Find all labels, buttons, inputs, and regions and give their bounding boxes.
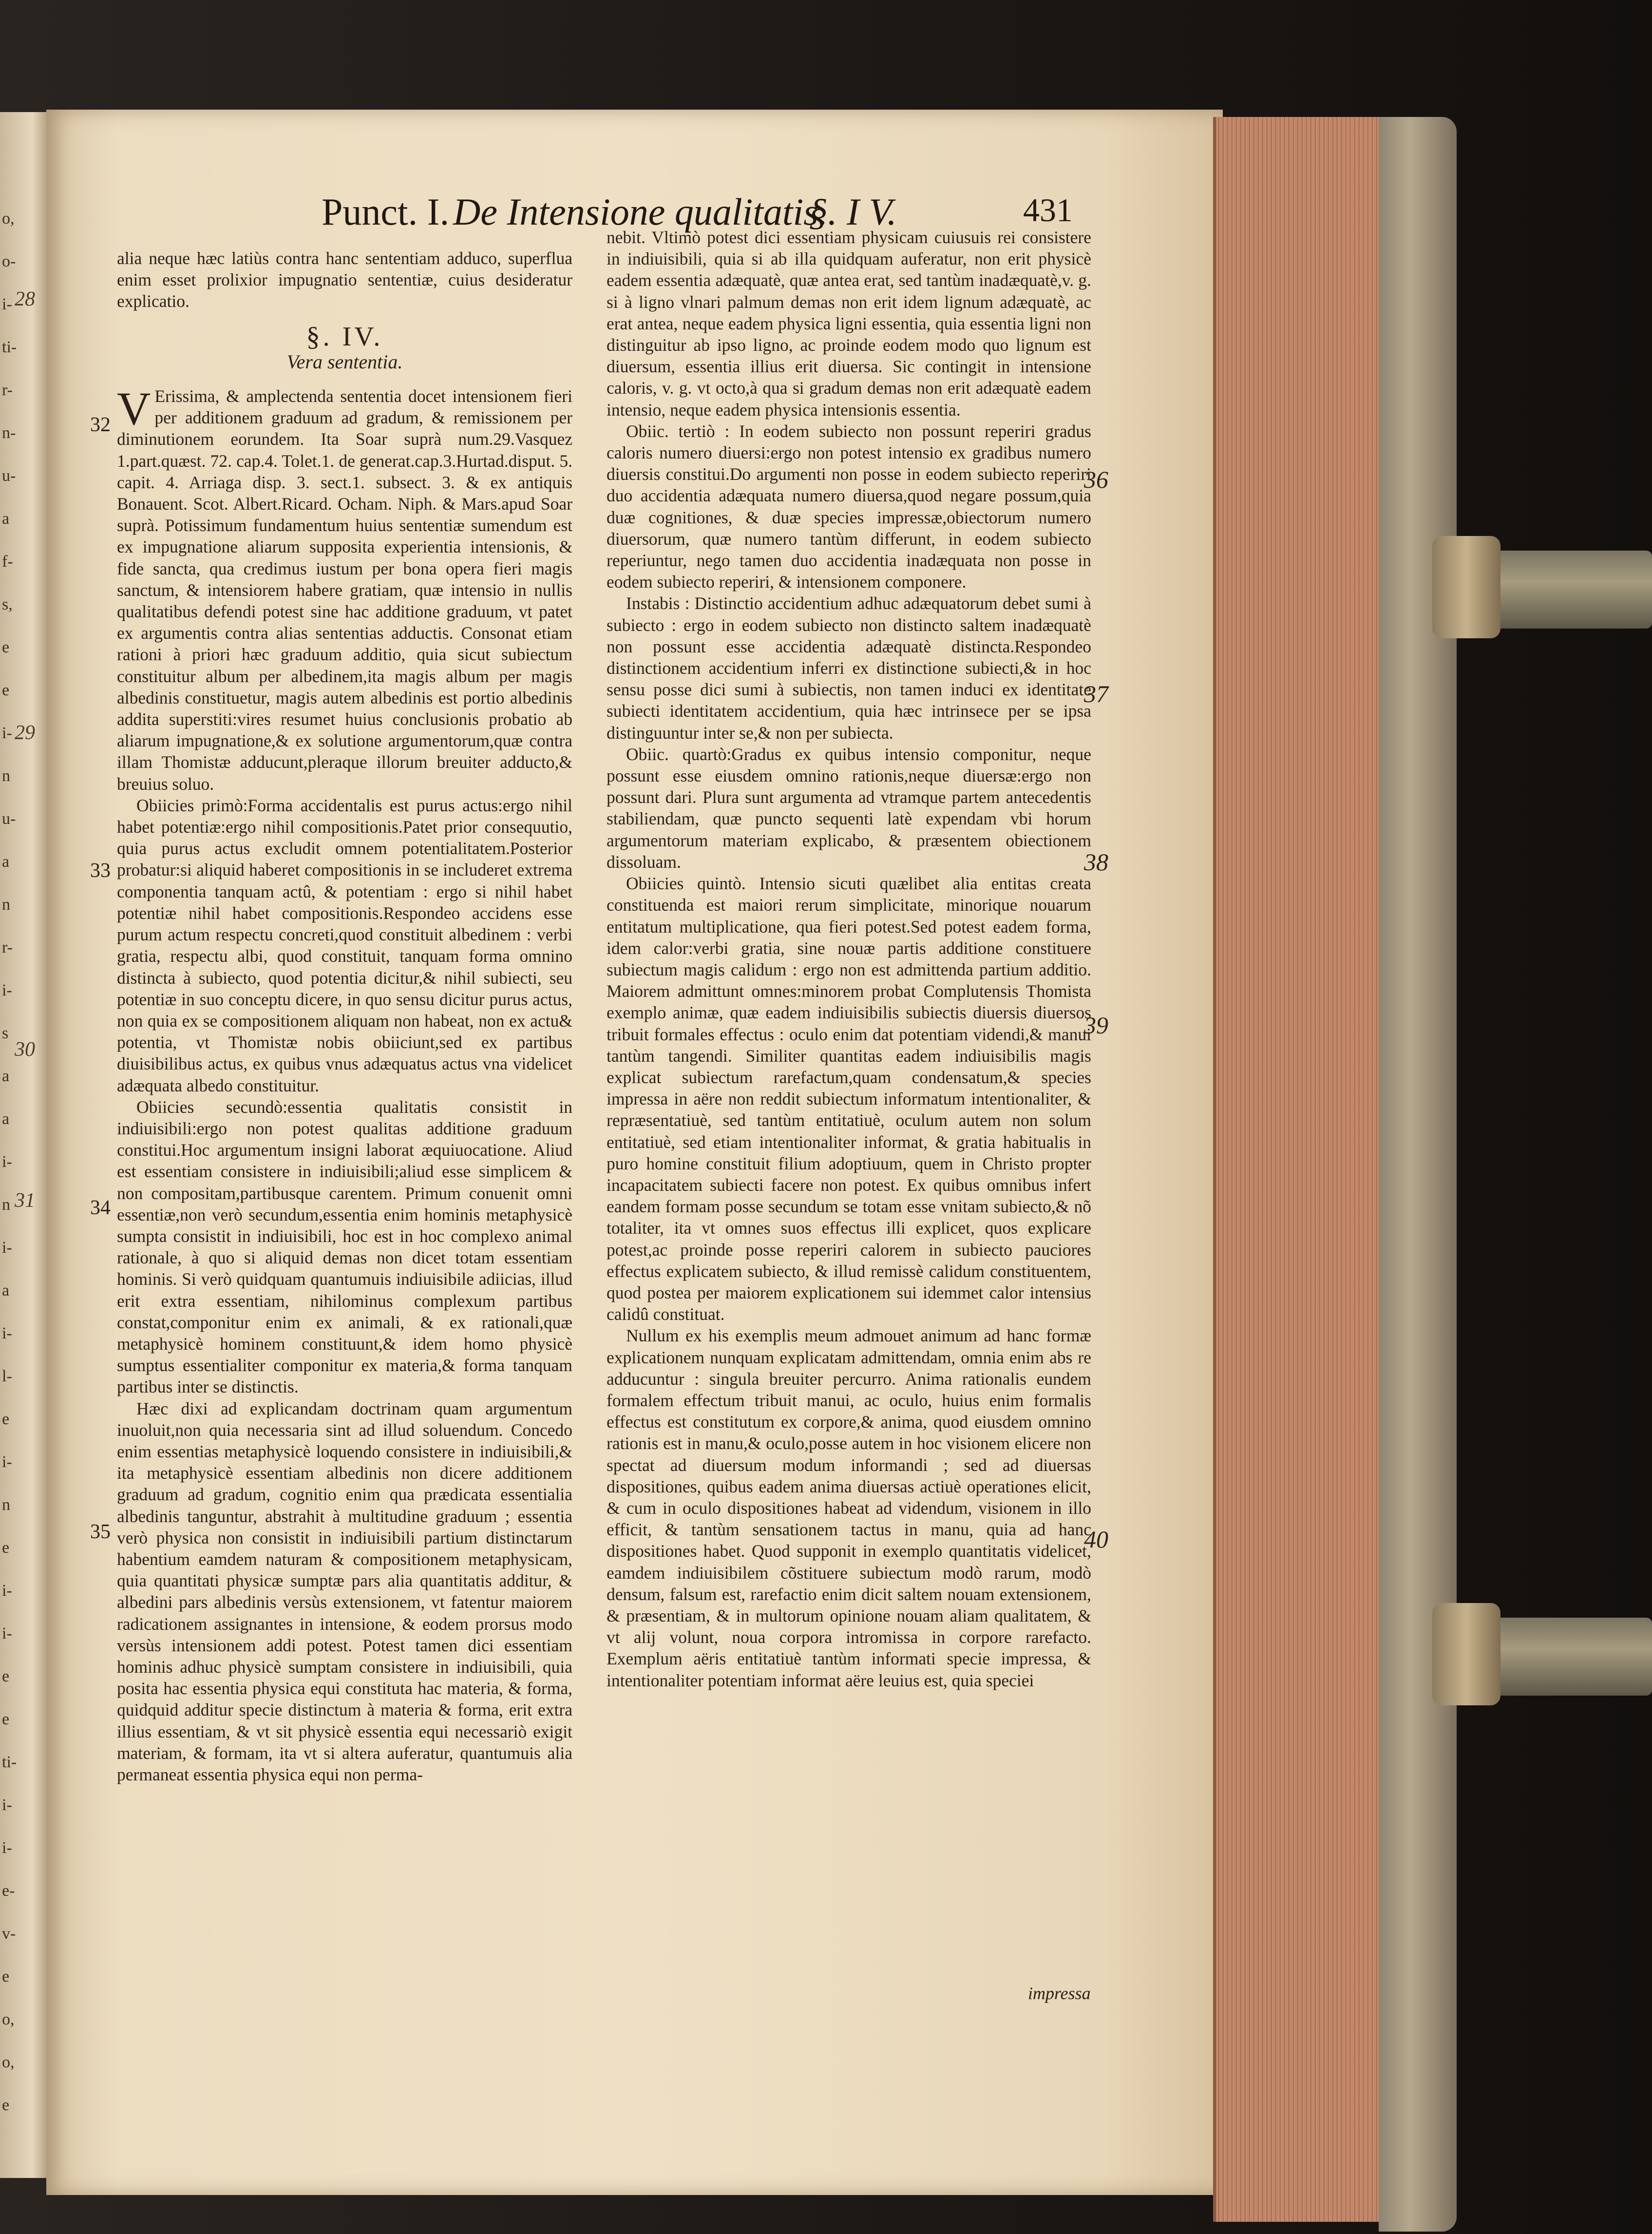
facing-page-fragment: i- (2, 1839, 12, 1857)
running-head-section: Punct. I. (322, 191, 450, 233)
paragraph-38: Obiic. quartò:Gradus ex quibus intensio componitur, neque possunt esse eiusdem omnino rationis,neque diuersæ:ergo non possunt dari. Plura sunt argumenta ad vtramque partem antecedentis stabiliendam, quæ puncto sequenti latè expendam vbi horum argumentorum materiam explicabo, & præsentem obiectionem dissoluam. (607, 744, 1091, 872)
facing-page-fragment: r- (2, 938, 13, 956)
left-text-column (117, 248, 572, 1785)
page-number: 431 (1023, 191, 1073, 229)
facing-page-fragment: n (2, 1496, 10, 1514)
clasp-hinge-upper (1432, 536, 1500, 638)
facing-page-fragment: v- (2, 1925, 16, 1943)
facing-page-fragment: u- (2, 467, 16, 485)
facing-page-fragment: i- (2, 1324, 12, 1342)
page-fore-edge (1213, 117, 1382, 2222)
facing-page-fragment: n (2, 1196, 10, 1214)
facing-page-fragment: i- (2, 1624, 12, 1642)
facing-margin-number: 31 (15, 1189, 35, 1212)
facing-page-fragment: i- (2, 1453, 12, 1471)
facing-page-fragment: i- (2, 724, 12, 742)
facing-page-fragment: i- (2, 295, 12, 313)
handwritten-number-40: 40 (1084, 1526, 1108, 1553)
facing-page-fragment: a (2, 1067, 10, 1085)
facing-page-edge (0, 112, 48, 2178)
facing-page-fragment: o, (2, 2053, 15, 2071)
section-subheading: Vera sententia. (286, 350, 403, 373)
facing-page-fragment: a (2, 1110, 10, 1128)
facing-page-fragment: s, (2, 595, 13, 613)
paragraph-34: Obiicies secundò:essentia qualitatis consistit in indiuisibili:ergo non potest qualitas additione graduum constitui.Hoc argumentum insigni laborat æquiuocatione. Aliud est essentiam consistere in indiuisibili;aliud esse simplicem & non compositam,partibusque carentem. Primum conuenit omni essentiæ,non verò secundum,essentia enim hominis metaphysicè sumpta consistit in indiuisibili, hoc est in hoc complexo animal rationale, à quo si aliquid demas non dicet totam essentiam hominis. Si verò quidquam quantumuis indiuisibile adiicias, illud erit extra essentiam, nihilominus complexum partibus constat,componitur enim ex animali, & ex rationali,quæ metaphysicè hominem constituunt,& idem homo physicè sumptus essentialiter componitur ex materia,& forma tanquam partibus inter se distinctis. (117, 1097, 572, 1397)
catchword: impressa (1028, 1984, 1091, 2003)
facing-page-fragment: i- (2, 981, 12, 999)
facing-page-fragment: n- (2, 424, 16, 442)
facing-page-fragment: u- (2, 810, 16, 828)
margin-number-32: 32 (90, 414, 111, 436)
margin-number-33: 33 (90, 859, 111, 882)
facing-page-fragment: i- (2, 1153, 12, 1171)
facing-page-fragment: ti- (2, 338, 17, 356)
paragraph-35: Hæc dixi ad explicandam doctrinam quam argumentum inuoluit,non quia necessaria sint ad illud soluendum. Concedo enim essentias metaphysicè loquendo consistere in indiuisibili,& ita metaphysicè essentiam albedinis non dicere additionem graduum ad gradum, cognitio enim qua prædicata essentialia albedinis tanguntur, abstrahit à multitudine graduum ; essentia verò physica non consistit in indiuisibili partium distinctarum habentium eamdem naturam & compositionem metaphysicam, quia quantitati physicæ sumptæ pars alia quantitatis additur, & albedini pars albedinis versùs extensionem, vt fatentur maiorem radicationem assignantes in intensione, & eodem prorsus modo versùs intensionem addi potest. Potest tamen dici essentiam hominis adhuc physicè sumptam consistere in indiuisibili, quia posita hac essentia physica equi constituta hac materia, & forma, quidquid additur specie distinctum à materia & forma, erit extra illius essentiam, & vt sit physicè essentia equi necessariò exigit materiam, & formam, ita vt si altera auferatur, quantumuis alia permaneat essentia physica equi non perma- (117, 1398, 572, 1785)
facing-page-fragment: n (2, 767, 10, 785)
facing-page-fragment: e (2, 1410, 10, 1428)
paragraph-36: Obiic. tertiò : In eodem subiecto non possunt reperiri gradus caloris numero diuersi:ergo non potest intensio ex gradibus numero diuersis constitui.Do argumenti non posse in eodem subiecto reperiri duo accidentia adæquata numero diuersa,quod negare possum,quia duæ cognitiones, & duæ species impressæ,obiectorum numero diuersorum, quæ numero tantùm differunt, in eodem subiecto reperiuntur, nego tamen duo accidentia inadæquata non posse in eodem subiecto reperiri, & intensionem componere. (607, 421, 1091, 592)
facing-page-fragment: e (2, 1667, 10, 1685)
facing-page-fragment: f- (2, 553, 13, 571)
facing-page-fragment: n (2, 896, 10, 914)
facing-page-fragment: s (2, 1024, 9, 1042)
right-text-column (607, 227, 1091, 1691)
paragraph-40: Nullum ex his exemplis meum admouet animum ad hanc formæ explicationem nunquam explicatam admittendam, omnia enim abs re adducuntur : singula breuiter percurro. Anima rationalis eundem formalem effectum tribuit manui, ac oculo, huius enim formalis effectus est constitutum ex corpore,& anima, quod eiusdem omnino rationis est in manu,& oculo,posse autem in hoc visionem elicere non spectat ad diuersum modum informandi ; sed ad diuersas dispositiones, quibus eadem anima diuersas actiuè operationes elicit, & cum in oculo dispositiones habeat ad videndum, visionem in illo efficit, & tantùm sensationem tactus in manu, quia ad hanc dispositiones habet. Quod supponit in exemplo quantitatis videlicet, eamdem indiuisibilem cõstituere subiectum modò rarum, modò densum, falsum est, rarefactio enim dicit saltem nouam extensionem, & præsentiam, & in multorum opinione nouam aliam qualitatem, & vt alij volunt, noua corpora intromissa in corpore rarefacto. Exemplum aëris entitatiuè tantùm informati specie impressa, & intentionaliter potentiam informat aëre leuius est, quia speciei (607, 1326, 1091, 1690)
drop-cap: V (117, 382, 151, 435)
book-cover-edge (1379, 117, 1457, 2232)
facing-page-fragment: a (2, 853, 10, 871)
facing-page-fragment: i- (2, 1582, 12, 1600)
facing-page-fragment: e (2, 1539, 10, 1557)
continued-paragraph: nebit. Vltimò potest dici essentiam physicam cuiusuis rei consistere in indiuisibili, quia si ab illa quidquam auferatur, non erit physicè eadem essentia adæquatè, quæ antea erat, sed tantùm inadæquatè,v. g. si à ligno vlnari palmum demas non erit idem lignum adæquatè, ac erat antea, neque eadem physica ligni essentia, quia essentia ligni non distinguitur ab ipso ligno, ac proinde eodem modo quo lignum est diuersum, essentia illius erit diuersa. Sic contingit in intensione caloris, v. g. vt octo,à qua si gradum demas non erit adæquatè eadem intensio, neque eadem physica intensionis essentia. (607, 228, 1091, 420)
facing-page-fragment: e- (2, 1882, 15, 1900)
running-head-title: De Intensione qualitatis. (453, 191, 828, 233)
facing-margin-number: 29 (15, 722, 35, 744)
facing-page-fragment: a (2, 1281, 10, 1299)
facing-page-fragment: o, (2, 210, 15, 228)
facing-page-fragment: i- (2, 1239, 12, 1257)
facing-page-fragment: e (2, 681, 10, 699)
facing-page-fragment: o, (2, 2010, 15, 2028)
handwritten-number-39: 39 (1084, 1012, 1108, 1039)
section-heading: §. IV. (306, 321, 383, 352)
running-head-paragraph: §. I V. (809, 191, 897, 233)
facing-page-fragment: e (2, 2096, 10, 2114)
facing-page-fragment: i- (2, 1796, 12, 1814)
handwritten-number-37: 37 (1084, 680, 1108, 707)
paragraph-39: Obiicies quintò. Intensio sicuti quælibet alia entitas creata constituenda est maiori rerum simplicitate, minorique nouarum entitatum multiplicatione, qua fieri potest.Sed potest eadem forma, idem calor:verbi gratia, sine nouæ partis additione constituere subiectum magis calidum : ergo non est admittenda partium additio. Maiorem admittunt omnes:minorem probat Complutensis Thomista exemplo animæ, quæ eadem indiuisibilis subiectis diuersis diuersos tribuit formales effectus : oculo enim dat potentiam videndi,& manui tantùm tangendi. Similiter quantitas eadem indiuisibilis magis explicat subiectum rarefactum,quam condensatum,& species impressa in aëre non reddit subiectum informatum intentionaliter, & repræsentatiuè, sed tantùm entitatiuè, oculum autem non solum entitatiuè, sed etiam intentionaliter informat, & gratia habitualis in puro homine constituit filium adoptiuum, quem in Christo propter incapacitatem subiecti facere non potest. Ex quibus omnibus infert eandem formam posse secundum se totam esse vnitam subiecto,& nõ totaliter, ita vt omnes suos effectus illi explicet, quos explicare potest,ac proinde posse reperiri calorem in subiecto pauciores effectus explicatem subiecto, & illud remissè calidum constituentem, quod postea per maiorem explicationem sui idemmet calor intensius calidû constituat. (607, 874, 1091, 1324)
facing-page-fragment: a (2, 510, 10, 528)
facing-page-fragment: r- (2, 381, 13, 399)
facing-page-fragment: e (2, 638, 10, 656)
facing-page-fragment: o- (2, 252, 16, 270)
facing-margin-number: 30 (15, 1038, 35, 1061)
margin-number-35: 35 (90, 1521, 111, 1543)
facing-page-fragment: ti- (2, 1753, 17, 1771)
handwritten-number-36: 36 (1084, 466, 1108, 493)
paragraph-33: Obiicies primò:Forma accidentalis est purus actus:ergo nihil habet potentiæ:ergo nihil compositionis.Patet prior consequutio, quia purus actus excludit omnem potentialitatem.Posterior probatur:si aliquid haberet compositionis in se includeret extrema componentia tanquam actû, & potentiam : ergo si nihil habet potentiæ nihil habet compositionis.Respondeo accidens esse purum actum respectu concreti,quod constituit albedinem : verbi gratia, respectu albi, quod constituit, tanquam forma omnino distincta à subiecto, quod potentia dicitur,& nihil subiecti, seu potentiæ in suo conceptu dicere, in quo sensu dicitur purus actus, non quia ex se compositionem aliquam non habeat, non ex actu& potentia, vt Thomistæ nobis obiiciunt,sed ex partibus diuisibilibus actus, ex quibus vnus adæquatus actus vna videlicet adæquata albedo constituitur. (117, 795, 572, 1095)
facing-page-fragment: l- (2, 1367, 12, 1385)
clasp-hinge-lower (1432, 1603, 1500, 1705)
facing-margin-number: 28 (15, 288, 35, 310)
facing-page-fragment: e (2, 1710, 10, 1728)
facing-page-fragment: e (2, 1967, 10, 1986)
handwritten-number-38: 38 (1084, 848, 1108, 876)
margin-number-34: 34 (90, 1197, 111, 1219)
paragraph-32: Erissima, & amplectenda sententia docet intensionem fieri per additionem graduum ad gradum, & remissionem per diminutionem eorundem. Ita Soar suprà num.29.Vasquez 1.part.quæst. 72. cap.4. Tolet.1. de generat.cap.3.Hurtad.disput. 5. capit. 4. Arriaga disp. 3. sect.1. subsect. 3. & ex antiquis Bonauent. Scot. Albert.Ricard. Ocham. Niph. & Mars.apud Soar suprà. Potissimum fundamentum huius sententiæ sumendum est ex impugnatione aliarum supposita experientia intensionis, & fide sancta, qua credimus iustum per bona opera fieri magis sanctum, & intensiorem habere gratiam, quæ intensio in nullis qualitatibus defendi potest sine hac additione graduum, vt patet ex argumentis contra alias sententias adductis. Consonat etiam rationi à priori hæc graduum additio, quia sicut subiectum constituitur album per albedinem,ita magis album per magis albedinis constituetur, magis autem albedinis est portio albedinis addita superstiti:vires resumet huius conclusionis probatio ab aliarum impugnatione,& ex solutione argumentorum,quæ contra illam Thomistæ adducunt,pleraque illorum breuiter adducto,& breuius soluo. (117, 386, 572, 794)
intro-paragraph: alia neque hæc latiùs contra hanc sententiam adduco, superflua enim esset prolixior impugnatio sententiæ, cuius desideratur explicatio. (117, 248, 572, 311)
paragraph-37: Instabis : Distinctio accidentium adhuc adæquatorum debet sumi à subiecto : ergo in eodem subiecto non distincto saltem inadæquatè non possunt esse accidentia adæquatè distincta.Respondeo distinctionem accidentium inferri ex distinctione subiecti,& in hoc sensu posse dici sumi à subiectis, non tamen induci ex identitate subiecti identitatem accidentium, quia hæc intrinsece per se ipsa distinguuntur inter se,& non per subiecta. (607, 593, 1091, 743)
